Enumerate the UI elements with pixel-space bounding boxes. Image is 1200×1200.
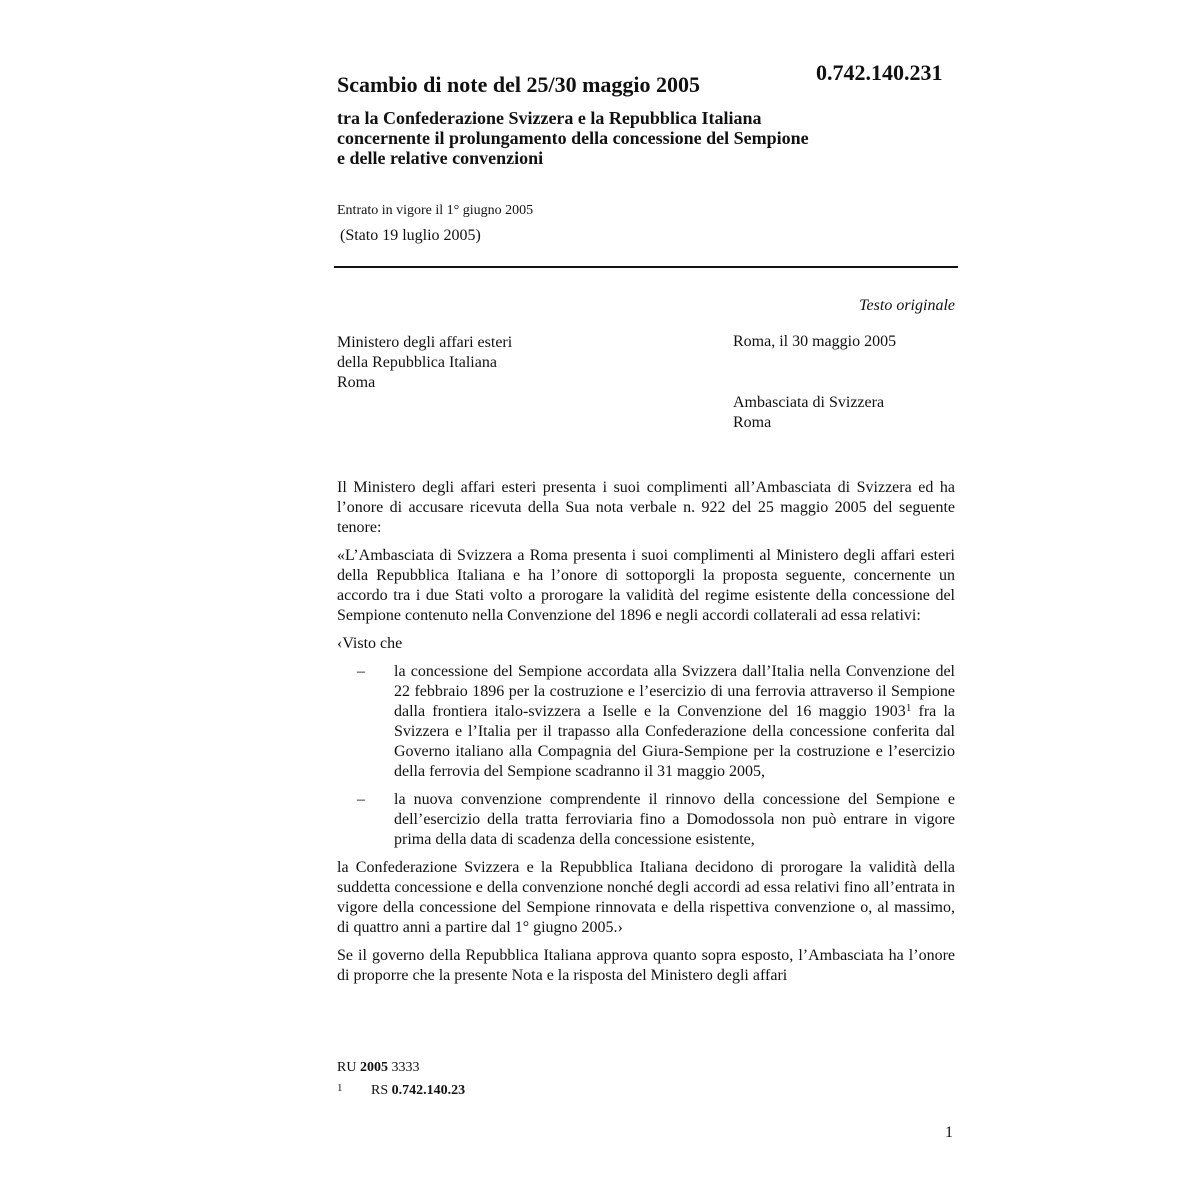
document-subtitle — [337, 108, 957, 168]
date-place: Roma, il 30 maggio 2005 — [733, 333, 897, 350]
page-number: 1 — [945, 1124, 953, 1141]
header-divider — [334, 266, 958, 268]
list-item — [337, 662, 955, 782]
document-title: Scambio di note del 25/30 maggio 2005 — [337, 72, 701, 97]
sender-address — [337, 333, 512, 393]
body-text — [337, 478, 955, 994]
decision-paragraph: la Confederazione Svizzera e la Repubblica Italiana decidono di prorogare la validità della suddetta concessione e della convenzione nonché degli accordi ad essa relativi fino all’entrata in vigore della concessione del Sempione rinnovata e della rispettiva convenzione o, al massimo, di quattro anni a partire dal 1° giugno 2005.› — [337, 859, 955, 936]
ru-page: 3333 — [391, 1060, 420, 1075]
sender-line: Roma — [337, 374, 376, 391]
closing-paragraph: Se il governo della Repubblica Italiana approva quanto sopra esposto, l’Ambasciata ha l’onore di proporre che la presente Nota e la risposta del Ministero degli affari — [337, 947, 955, 984]
footnote-prefix: RS — [371, 1083, 389, 1098]
list-item-text-part: fra la Svizzera e l’Italia per il trapasso alla Confederazione della concessione conferita dal Governo italiano alla Compagnia del Giura-Sempione per la costruzione e l’esercizio della ferrovia del Sempione scadranno il 31 maggio 2005, — [394, 703, 955, 780]
list-item-text-part: la concessione del Sempione accordata alla Svizzera dall’Italia nella Convenzione del 22 febbraio 1896 per la costruzione e l’esercizio di una ferrovia attraverso il Sempione dalla frontiera italo-svizzera a Iselle e la Convenzione del 16 maggio 1903 — [394, 663, 955, 720]
dash-marker: – — [357, 791, 365, 808]
entry-into-force: Entrato in vigore il 1° giugno 2005 — [337, 203, 534, 218]
sender-line: Ministero degli affari esteri — [337, 334, 513, 351]
list-item — [337, 790, 955, 850]
ru-prefix: RU — [337, 1060, 357, 1075]
sender-line: della Repubblica Italiana — [337, 354, 497, 371]
recipient-line: Roma — [733, 414, 772, 431]
recipient-address — [733, 393, 884, 433]
status-date: (Stato 19 luglio 2005) — [340, 227, 481, 244]
ru-year: 2005 — [359, 1060, 388, 1075]
footnote-rs-link[interactable]: 0.742.140.23 — [391, 1083, 466, 1098]
footer — [337, 1058, 465, 1101]
sr-number: 0.742.140.231 — [816, 60, 943, 85]
footnote — [337, 1078, 465, 1101]
list-item-text — [394, 662, 955, 782]
dash-marker: – — [357, 663, 365, 680]
subtitle-line: tra la Confederazione Svizzera e la Repubblica Italiana — [337, 108, 762, 128]
subtitle-line: e delle relative convenzioni — [337, 148, 544, 168]
quote-intro-paragraph: «L’Ambasciata di Svizzera a Roma presenta i suoi complimenti al Ministero degli affari esteri della Repubblica Italiana e ha l’onore di sottoporgli la proposta seguente, concernente un accordo tra i due Stati volto a prorogare la validità del regime esistente della concessione del Sempione contenuto nella Convenzione del 1896 e negli accordi collaterali ad essa relativi: — [337, 547, 955, 624]
footnote-reference[interactable]: 1 — [905, 702, 912, 714]
original-text-label: Testo originale — [859, 297, 955, 314]
subtitle-line: concernente il prolungamento della concessione del Sempione — [337, 128, 809, 148]
ru-reference — [337, 1058, 465, 1078]
list-item-text: la nuova convenzione comprendente il rinnovo della concessione del Sempione e dell’esercizio della tratta ferroviaria fino a Domodossola non può entrare in vigore prima della data di scadenza della concessione esistente, — [394, 791, 955, 848]
footnote-number: 1 — [337, 1082, 343, 1094]
intro-paragraph: Il Ministero degli affari esteri presenta i suoi complimenti all’Ambasciata di Svizzera ed ha l’onore di accusare ricevuta della Sua nota verbale n. 922 del 25 maggio 2005 del seguente tenore: — [337, 479, 955, 536]
recipient-line: Ambasciata di Svizzera — [733, 394, 885, 411]
considering-line: ‹Visto che — [337, 635, 403, 652]
